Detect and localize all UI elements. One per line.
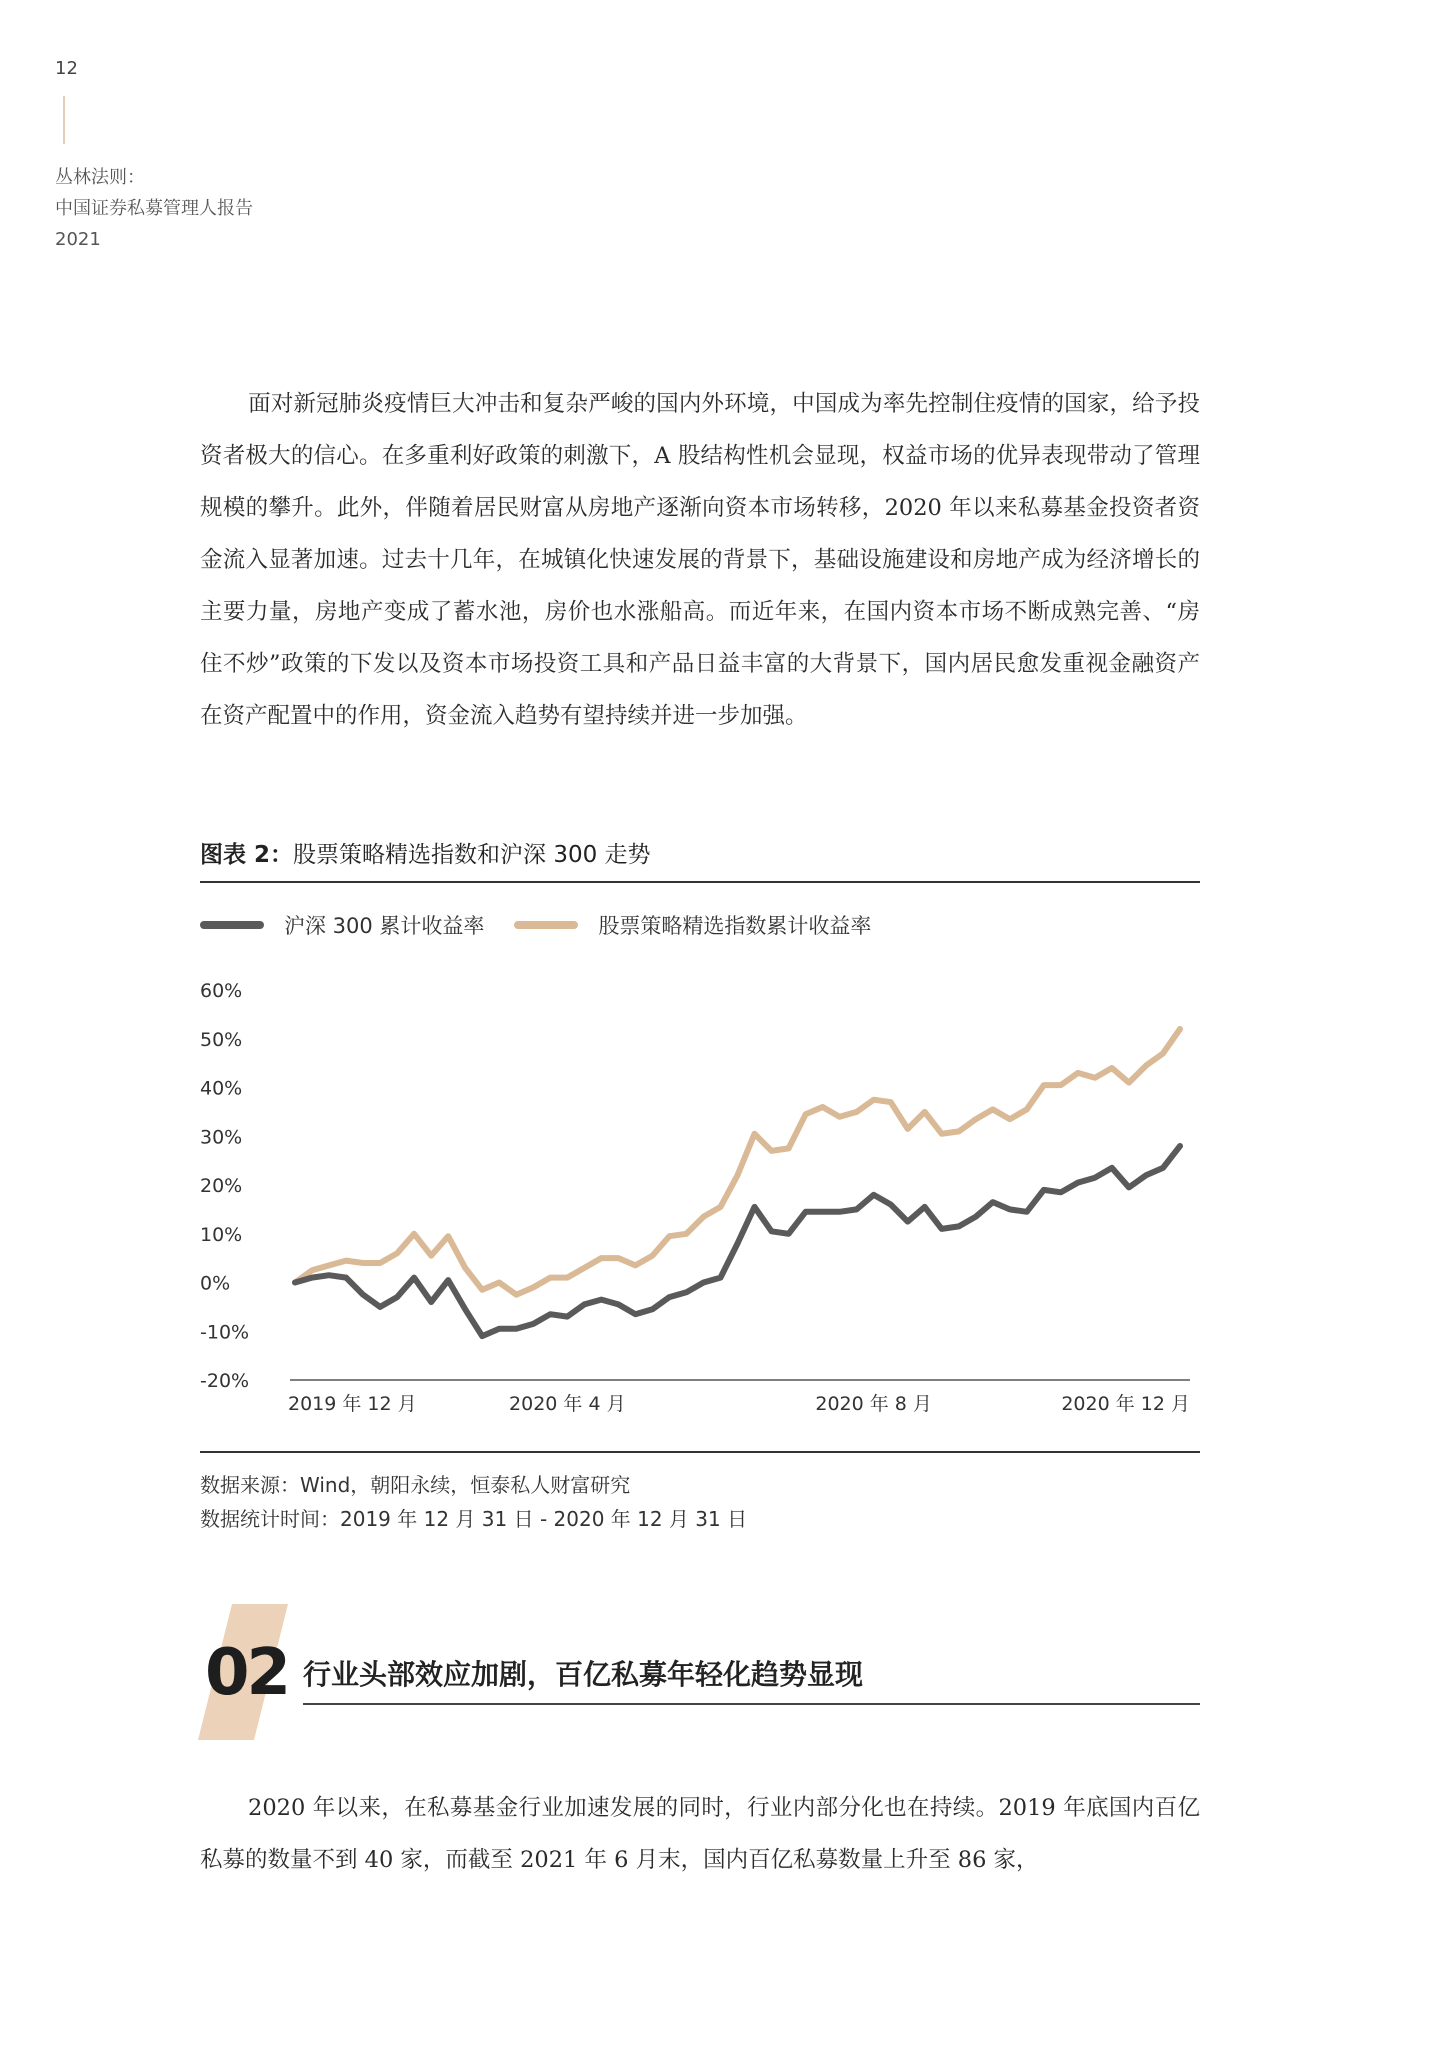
line-chart-svg — [190, 960, 1210, 1420]
x-tick-label: 2020 年 4 月 — [509, 1393, 626, 1415]
series-line-strategy-index — [295, 1029, 1180, 1295]
chart-legend — [200, 907, 901, 943]
figure-top-rule — [200, 881, 1200, 883]
y-tick-label: 60% — [200, 980, 243, 1002]
x-tick-label: 2019 年 12 月 — [288, 1393, 417, 1415]
legend-item-strategy-index — [514, 910, 871, 940]
x-tick-label: 2020 年 12 月 — [1061, 1393, 1190, 1415]
section-rule — [303, 1703, 1200, 1705]
legend-swatch-csi300 — [200, 921, 264, 929]
page-number: 12 — [55, 58, 78, 79]
data-source: 数据来源：Wind，朝阳永续，恒泰私人财富研究 — [200, 1473, 631, 1497]
y-tick-label: 30% — [200, 1126, 243, 1149]
section-number: 02 — [205, 1636, 289, 1710]
paragraph-2-text: 2020 年以来，在私募基金行业加速发展的同时，行业内部分化也在持续。2019 年底国内百亿私募的数量不到 40 家，而截至 2021 年 6 月末，国内百亿私募数量上升至 86 家， — [200, 1795, 1200, 1873]
y-tick-label: 40% — [200, 1077, 243, 1100]
figure-title-lead: 图表 2： — [200, 842, 294, 868]
y-tick-label: -10% — [200, 1321, 250, 1344]
line-chart — [190, 960, 1210, 1420]
report-header — [55, 162, 253, 255]
y-tick-label: -20% — [200, 1370, 250, 1392]
body-paragraph-1 — [200, 378, 1200, 742]
body-paragraph-2 — [200, 1782, 1200, 1886]
legend-label-strategy-index: 股票策略精选指数累计收益率 — [598, 914, 872, 938]
side-rule — [63, 96, 65, 144]
y-tick-label: 0% — [200, 1272, 231, 1295]
report-title-line2: 中国证券私募管理人报告 — [55, 198, 253, 219]
x-tick-label: 2020 年 8 月 — [815, 1393, 932, 1415]
figure-title — [200, 836, 651, 869]
legend-label-csi300: 沪深 300 累计收益率 — [284, 914, 485, 938]
section-heading: 行业头部效应加剧，百亿私募年轻化趋势显现 — [303, 1658, 864, 1691]
figure-title-text: 股票策略精选指数和沪深 300 走势 — [293, 842, 651, 868]
legend-item-csi300 — [200, 910, 484, 940]
figure-bottom-rule — [200, 1451, 1200, 1453]
data-period: 数据统计时间：2019 年 12 月 31 日 - 2020 年 12 月 31 日 — [200, 1507, 748, 1531]
y-tick-label: 50% — [200, 1028, 243, 1051]
report-year: 2021 — [55, 229, 101, 250]
figure-source — [200, 1468, 747, 1536]
y-tick-label: 20% — [200, 1175, 243, 1197]
y-tick-label: 10% — [200, 1223, 243, 1246]
paragraph-1-text: 面对新冠肺炎疫情巨大冲击和复杂严峻的国内外环境，中国成为率先控制住疫情的国家，给予投资者极大的信心。在多重利好政策的刺激下，A 股结构性机会显现，权益市场的优异表现带动了管理规模的攀升。此外，伴随着居民财富从房地产逐渐向资本市场转移，2020 年以来私募基金投资者资金流入显著加速。过去十几年，在城镇化快速发展的背景下，基础设施建设和房地产成为经济增长的主要力量，房地产变成了蓄水池，房价也水涨船高。而近年来，在国内资本市场不断成熟完善、“房住不炒”政策的下发以及资本市场投资工具和产品日益丰富的大背景下，国内居民愈发重视金融资产在资产配置中的作用，资金流入趋势有望持续并进一步加强。 — [200, 391, 1200, 729]
legend-swatch-strategy-index — [514, 921, 578, 929]
report-title-line1: 丛林法则： — [55, 167, 145, 188]
